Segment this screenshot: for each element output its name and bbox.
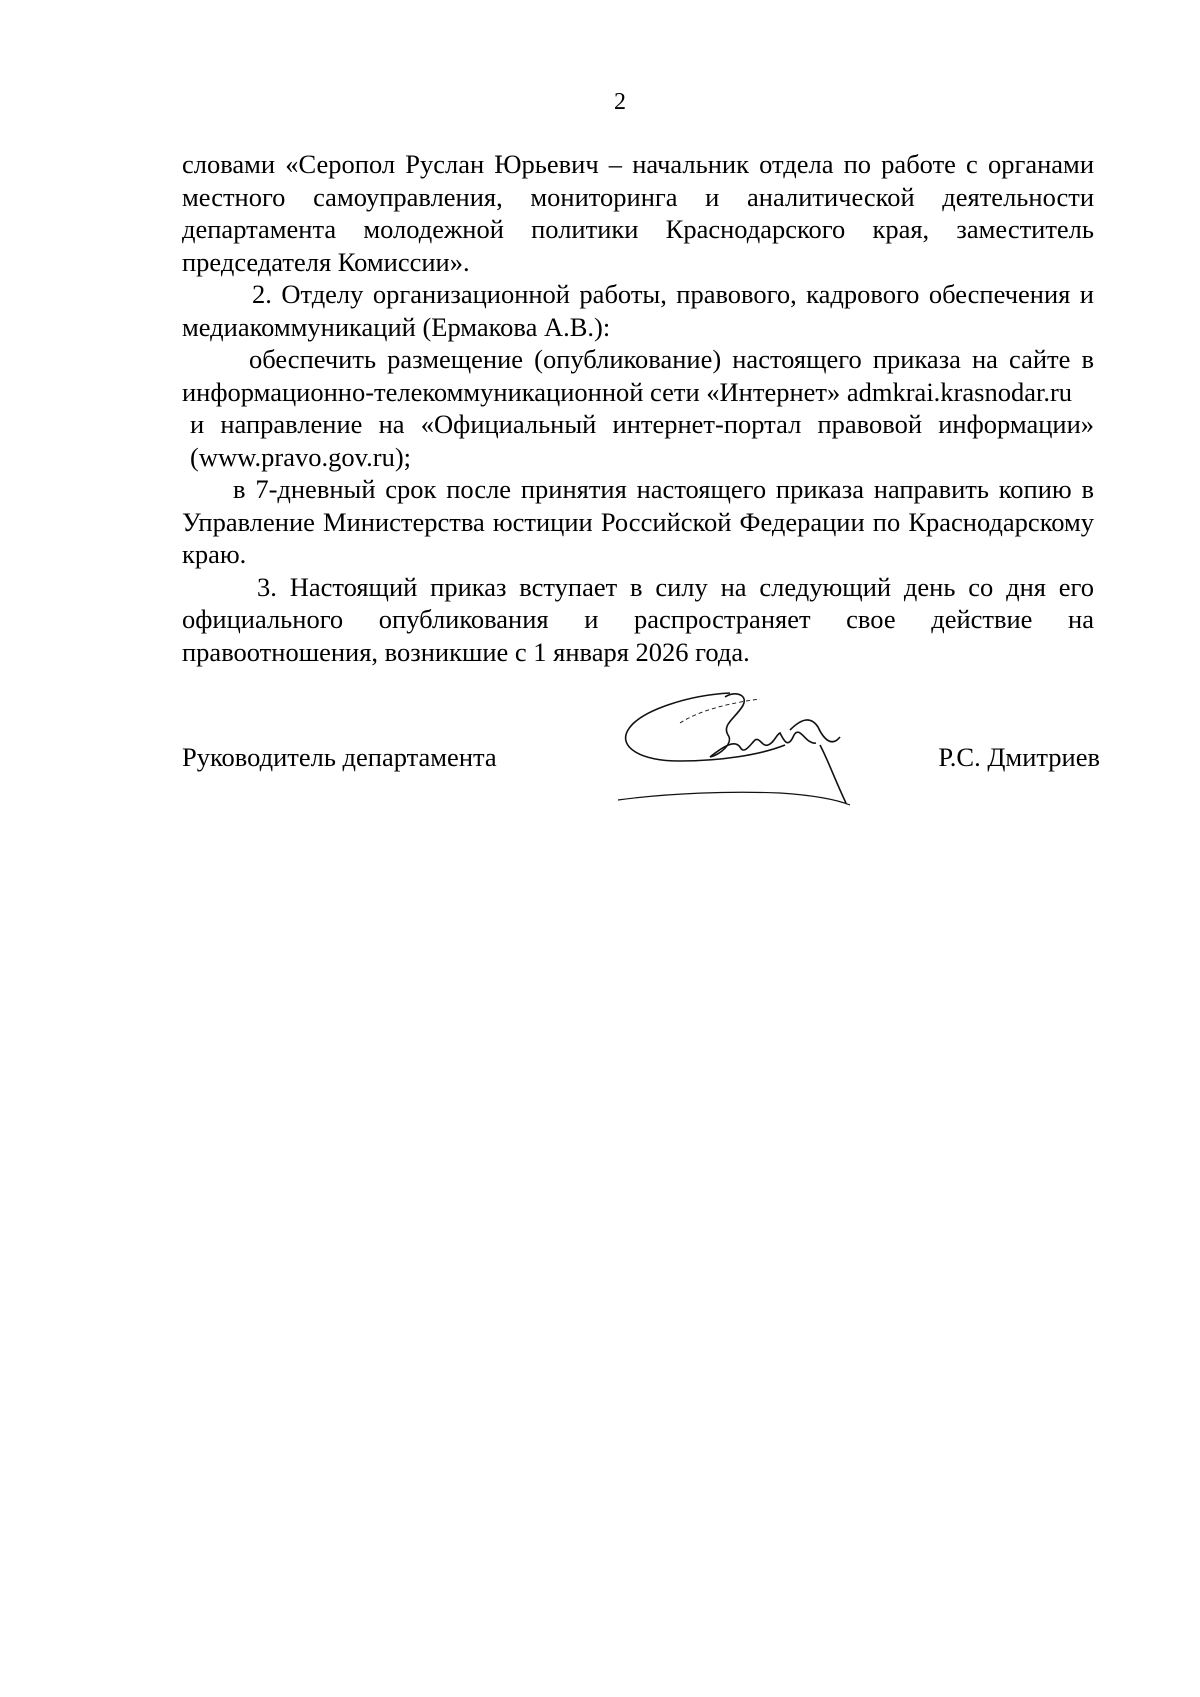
paragraph-publish-site: обеспечить размещение (опубликование) настоящего приказа на сайте в информационно-телекоммуникационной сети «Интернет» admkrai.krasnodar.ru [182,344,1094,407]
signatory-position: Руководитель департамента [182,742,497,772]
document-body [182,148,1094,668]
paragraph-item-3: 3. Настоящий приказ вступает в силу на следующий день со дня его официального опубликования и распространяет свое действие на правоотношения, возникшие с 1 января 2026 года. [182,571,1094,667]
paragraph-publish-portal-text: и направление на «Официальный интернет-портал правовой информации» (www.pravo.gov.ru); [190,409,1094,472]
paragraph-commission-member: словами «Серопол Руслан Юрьевич – начальник отдела по работе с органами местного самоуправления, мониторинга и аналитической деятельности департамента молодежной политики Краснодарского края, заместитель председателя Комиссии». [182,149,1094,277]
handwritten-signature [610,685,880,825]
paragraph-item-2: 2. Отделу организационной работы, правового, кадрового обеспечения и медиакоммуникаций (Ермакова А.В.): [182,279,1094,342]
page-number: 2 [614,89,626,115]
paragraph-send-copy: в 7-дневный срок после принятия настоящего приказа направить копию в Управление Министерства юстиции Российской Федерации по Краснодарскому краю. [182,474,1094,569]
signatory-name: Р.С. Дмитриев [938,742,1100,772]
paragraph-publish-portal [182,408,1094,473]
